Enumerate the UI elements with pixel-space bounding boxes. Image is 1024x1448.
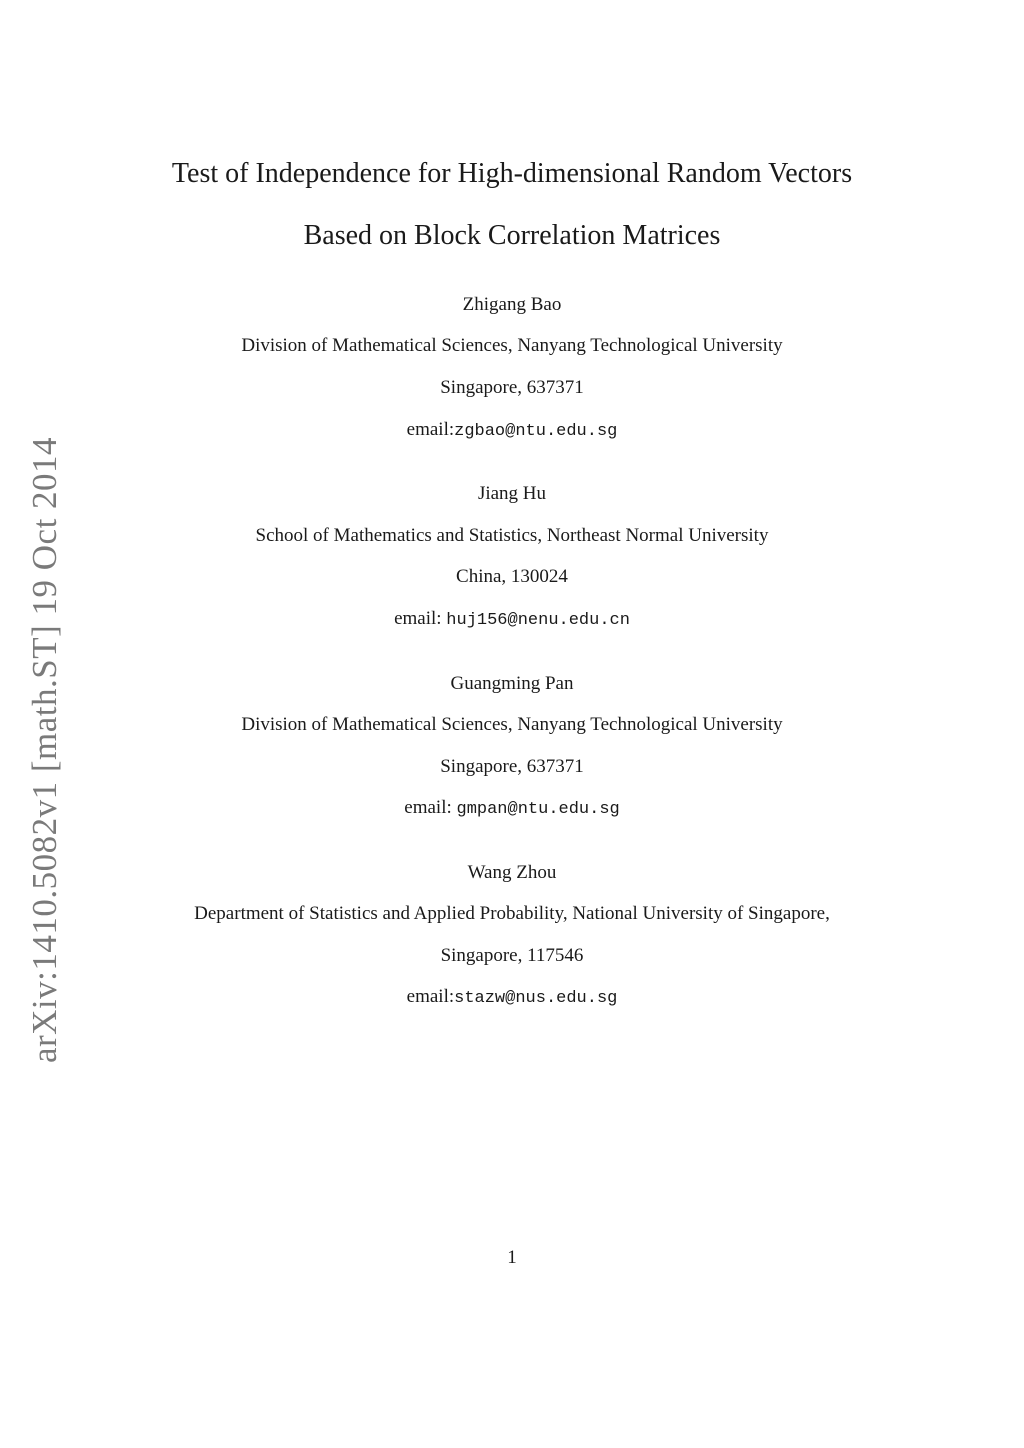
author-email-line [0, 797, 1024, 819]
author-email[interactable]: zgbao@ntu.edu.sg [454, 422, 618, 441]
author-email-line [0, 419, 1024, 441]
arxiv-stamp: arXiv:1410.5082v1 [math.ST] 19 Oct 2014 [25, 436, 64, 1064]
author-name: Wang Zhou [467, 862, 557, 883]
email-label: email: [404, 797, 457, 818]
page-number: 1 [507, 1247, 517, 1268]
author-location: Singapore, 117546 [440, 945, 584, 966]
author-email[interactable]: huj156@nenu.edu.cn [446, 611, 630, 630]
email-label: email: [394, 608, 447, 629]
author-email-line [0, 986, 1024, 1008]
author-email-line [0, 608, 1024, 630]
email-label: email: [406, 419, 455, 440]
author-affiliation: School of Mathematics and Statistics, Northeast Normal University [255, 525, 769, 546]
email-label: email: [406, 986, 455, 1007]
author-affiliation: Division of Mathematical Sciences, Nanyang Technological University [241, 714, 783, 735]
author-email[interactable]: stazw@nus.edu.sg [454, 989, 618, 1008]
author-location: China, 130024 [456, 566, 568, 587]
author-name: Zhigang Bao [462, 294, 562, 315]
author-location: Singapore, 637371 [440, 377, 584, 398]
author-name: Jiang Hu [477, 483, 547, 504]
author-affiliation: Division of Mathematical Sciences, Nanyang Technological University [241, 335, 783, 356]
author-affiliation: Department of Statistics and Applied Probability, National University of Singapore, [194, 903, 830, 924]
paper-title-line-1: Test of Independence for High-dimensional Random Vectors [171, 158, 853, 189]
paper-title-line-2: Based on Block Correlation Matrices [303, 220, 721, 251]
author-name: Guangming Pan [450, 673, 574, 694]
author-email[interactable]: gmpan@ntu.edu.sg [456, 800, 620, 819]
author-location: Singapore, 637371 [440, 756, 584, 777]
